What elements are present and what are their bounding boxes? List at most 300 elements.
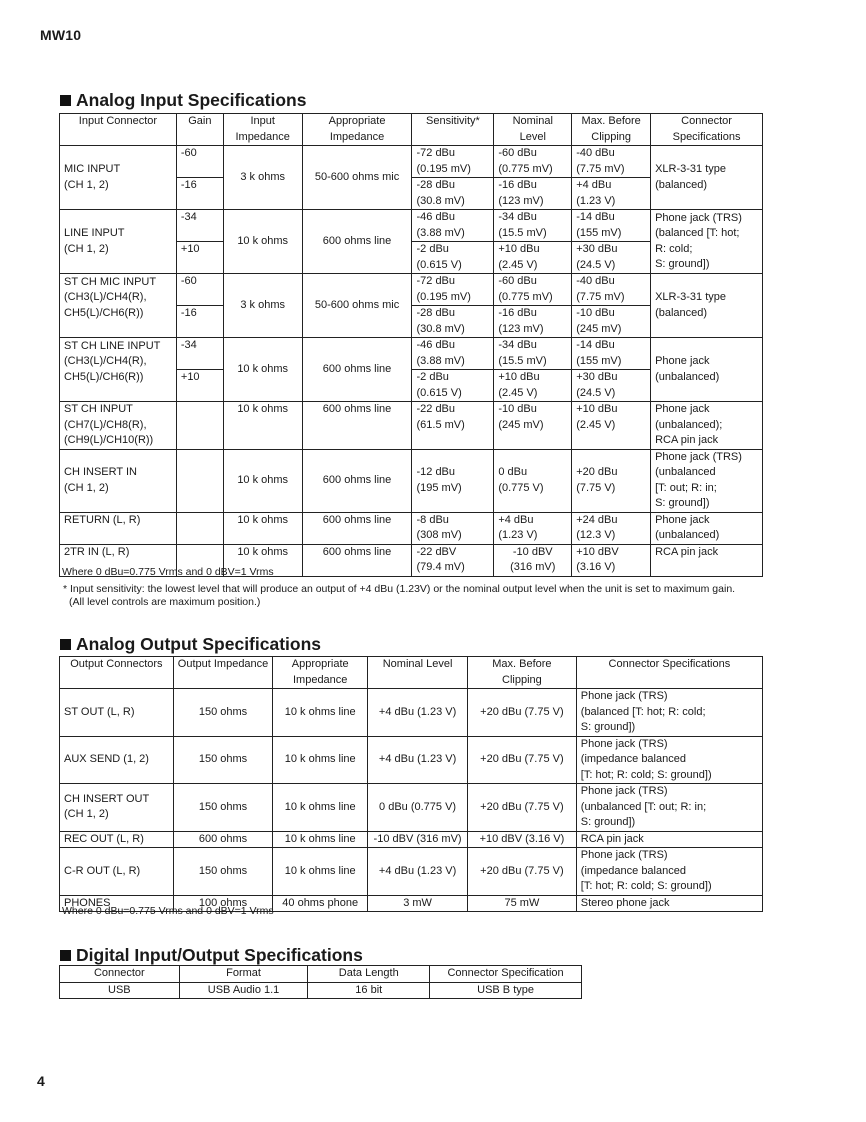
connector-spec bbox=[576, 784, 762, 832]
text-line: Nominal bbox=[512, 115, 553, 127]
digital-connector-spec: USB B type bbox=[430, 982, 582, 999]
text-line: Input bbox=[250, 115, 275, 127]
text-line: +10 dBV (3.16 V) bbox=[479, 832, 565, 845]
output-col-header bbox=[60, 657, 174, 689]
text-line: Level bbox=[519, 130, 546, 143]
text-line: (impedance balanced bbox=[580, 753, 686, 765]
connector-spec bbox=[651, 449, 763, 512]
text-line: -60 dBu bbox=[498, 275, 537, 287]
nominal-level bbox=[494, 178, 572, 210]
square-bullet-icon bbox=[60, 950, 71, 961]
text-line: 600 ohms bbox=[198, 832, 248, 845]
text-line: -16 dBu bbox=[498, 179, 537, 191]
max-before-clipping bbox=[468, 895, 577, 912]
output-impedance bbox=[173, 689, 273, 737]
text-line: 0 dBu (0.775 V) bbox=[379, 800, 457, 813]
text-line bbox=[655, 321, 758, 337]
connector-spec bbox=[576, 736, 762, 784]
sensitivity bbox=[412, 370, 494, 402]
text-line: 0 dBu bbox=[498, 466, 528, 478]
text-line: -10 dBu bbox=[498, 403, 537, 415]
text-line: 50-600 ohms mic bbox=[314, 170, 400, 183]
appropriate-impedance bbox=[273, 689, 368, 737]
text-line: (61.5 mV) bbox=[416, 418, 465, 431]
input-col-header bbox=[494, 114, 572, 146]
text-line: XLR-3-31 type bbox=[655, 291, 727, 303]
text-line: 50-600 ohms mic bbox=[314, 298, 400, 311]
digital-header-row bbox=[60, 966, 582, 983]
output-impedance bbox=[173, 831, 273, 848]
text-line: [T: out; R: in; bbox=[655, 481, 717, 494]
analog-input-reference-note: Where 0 dBu=0.775 Vrms and 0 dBV=1 Vrms bbox=[62, 566, 274, 578]
max-before-clipping bbox=[572, 512, 651, 544]
output-row bbox=[60, 848, 763, 896]
text-line: +20 dBu (7.75 V) bbox=[480, 705, 564, 718]
text-line: 600 ohms line bbox=[322, 362, 392, 375]
page-number: 4 bbox=[37, 1073, 45, 1089]
text-line: +20 dBu bbox=[576, 466, 618, 478]
text-line: 150 ohms bbox=[198, 705, 248, 718]
connector-spec bbox=[651, 338, 763, 402]
text-line: (2.45 V) bbox=[498, 258, 538, 271]
text-line: Nominal Level bbox=[382, 658, 453, 670]
text-line: +10 dBu bbox=[576, 403, 618, 415]
text-line: (2.45 V) bbox=[576, 418, 616, 431]
text-line: 10 k ohms line bbox=[284, 705, 356, 718]
input-row bbox=[60, 146, 763, 178]
text-line: Phone jack (TRS) bbox=[580, 849, 668, 861]
text-line: -2 dBu bbox=[416, 243, 449, 255]
connector-spec bbox=[651, 210, 763, 274]
text-line: Clipping bbox=[591, 130, 632, 143]
text-line: (316 mV) bbox=[510, 561, 556, 573]
digital-col-connector-spec: Connector Specification bbox=[430, 966, 582, 983]
output-col-header bbox=[173, 657, 273, 689]
text-line: ST CH INPUT bbox=[64, 403, 133, 415]
text-line: (0.775 V) bbox=[498, 481, 544, 494]
text-line: Clipping bbox=[502, 673, 542, 686]
text-line: +30 dBu bbox=[576, 371, 618, 383]
max-before-clipping bbox=[468, 689, 577, 737]
text-line: -72 dBu bbox=[416, 147, 456, 159]
sensitivity bbox=[412, 449, 494, 512]
text-line: (unbalanced); bbox=[655, 418, 723, 431]
text-line: (155 mV) bbox=[576, 354, 622, 367]
text-line bbox=[64, 211, 172, 227]
input-col-header bbox=[651, 114, 763, 146]
text-line: 3 k ohms bbox=[240, 170, 286, 183]
text-line: +4 dBu (1.23 V) bbox=[378, 705, 457, 718]
appropriate-impedance bbox=[273, 895, 368, 912]
input-connector bbox=[60, 210, 177, 274]
text-line: (245 mV) bbox=[576, 322, 622, 335]
nominal-level bbox=[368, 848, 468, 896]
text-line: (1.23 V) bbox=[498, 529, 538, 541]
input-gain bbox=[176, 306, 223, 338]
connector-spec bbox=[576, 831, 762, 848]
nominal-level bbox=[494, 146, 572, 178]
input-impedance bbox=[223, 512, 302, 544]
text-line: -16 bbox=[180, 179, 197, 191]
text-line: 600 ohms line bbox=[322, 513, 392, 526]
text-line: 100 ohms bbox=[198, 896, 248, 909]
nominal-level bbox=[494, 210, 572, 242]
sensitivity bbox=[412, 146, 494, 178]
nominal-level bbox=[368, 784, 468, 832]
max-before-clipping bbox=[572, 210, 651, 242]
text-line: +10 bbox=[180, 243, 200, 255]
output-col-header bbox=[576, 657, 762, 689]
max-before-clipping bbox=[572, 402, 651, 450]
text-line: +24 dBu bbox=[576, 513, 618, 526]
text-line: Phone jack (TRS) bbox=[580, 785, 668, 797]
model-header: MW10 bbox=[40, 27, 82, 43]
digital-io-title: Digital Input/Output Specifications bbox=[76, 945, 363, 965]
text-line: -34 dBu bbox=[498, 211, 537, 223]
connector-spec bbox=[576, 689, 762, 737]
max-before-clipping bbox=[572, 449, 651, 512]
text-line: (CH3(L)/CH4(R), bbox=[64, 291, 147, 303]
analog-output-reference-note: Where 0 dBu=0.775 Vrms and 0 dBV=1 Vrms bbox=[62, 905, 274, 917]
text-line: (155 mV) bbox=[576, 226, 622, 239]
text-line: Phone jack (TRS) bbox=[655, 450, 742, 463]
max-before-clipping bbox=[468, 848, 577, 896]
input-row bbox=[60, 274, 763, 306]
text-line: -34 dBu bbox=[498, 339, 537, 351]
connector-spec bbox=[651, 512, 763, 544]
connector-spec bbox=[651, 274, 763, 338]
text-line: 150 ohms bbox=[198, 864, 248, 877]
input-connector bbox=[60, 146, 177, 210]
square-bullet-icon bbox=[60, 95, 71, 106]
input-gain bbox=[176, 512, 223, 544]
nominal-level bbox=[494, 306, 572, 338]
text-line: (balanced [T: hot; bbox=[655, 227, 740, 239]
text-line: Phone jack (TRS) bbox=[655, 211, 742, 224]
connector-spec bbox=[576, 895, 762, 912]
text-line: 600 ohms line bbox=[322, 234, 392, 247]
digital-col-data-length: Data Length bbox=[308, 966, 430, 983]
text-line: 10 k ohms line bbox=[284, 800, 356, 813]
text-line: (15.5 mV) bbox=[498, 354, 547, 367]
text-line: -14 dBu bbox=[576, 211, 615, 223]
input-col-header bbox=[223, 114, 302, 146]
input-row bbox=[60, 512, 763, 544]
text-line: (195 mV) bbox=[416, 481, 462, 494]
text-line: -10 dBV bbox=[512, 545, 553, 558]
output-connector bbox=[60, 736, 174, 784]
output-connector bbox=[60, 689, 174, 737]
text-line: (1.23 V) bbox=[576, 194, 616, 207]
input-gain bbox=[176, 338, 223, 370]
text-line: (3.16 V) bbox=[576, 561, 616, 573]
appropriate-impedance bbox=[302, 338, 412, 402]
text-line: -72 dBu bbox=[416, 275, 456, 287]
output-impedance bbox=[173, 784, 273, 832]
input-connector bbox=[60, 512, 177, 544]
text-line: 3 mW bbox=[403, 896, 432, 909]
text-line bbox=[64, 193, 172, 209]
nominal-level bbox=[494, 274, 572, 306]
nominal-level bbox=[494, 338, 572, 370]
appropriate-impedance bbox=[302, 146, 412, 210]
digital-io-table bbox=[59, 965, 582, 999]
analog-output-table bbox=[59, 656, 763, 912]
input-connector bbox=[60, 338, 177, 402]
text-line: -16 bbox=[180, 307, 197, 319]
sensitivity bbox=[412, 544, 494, 576]
text-line: -12 dBu bbox=[416, 466, 456, 478]
text-line: REC OUT (L, R) bbox=[64, 832, 144, 845]
max-before-clipping bbox=[572, 242, 651, 274]
text-line: +10 dBu bbox=[498, 371, 540, 383]
text-line: Input Connector bbox=[78, 115, 158, 127]
text-line: +10 bbox=[180, 371, 200, 383]
output-connector bbox=[60, 784, 174, 832]
text-line: 10 k ohms bbox=[237, 403, 289, 415]
text-line: ST CH MIC INPUT bbox=[64, 275, 157, 288]
text-line: -14 dBu bbox=[576, 339, 615, 351]
text-line: (CH 1, 2) bbox=[64, 808, 109, 821]
text-line: (0.195 mV) bbox=[416, 290, 471, 303]
appropriate-impedance bbox=[273, 736, 368, 784]
digital-io-heading bbox=[60, 945, 363, 966]
text-line: Max. Before bbox=[581, 115, 641, 127]
text-line: +10 dBV bbox=[576, 545, 619, 558]
input-gain bbox=[176, 274, 223, 306]
text-line: +20 dBu (7.75 V) bbox=[480, 800, 564, 813]
input-col-header bbox=[572, 114, 651, 146]
output-impedance bbox=[173, 848, 273, 896]
connector-spec bbox=[651, 146, 763, 210]
output-row bbox=[60, 689, 763, 737]
digital-data-length: 16 bit bbox=[308, 982, 430, 999]
input-connector bbox=[60, 449, 177, 512]
max-before-clipping bbox=[468, 784, 577, 832]
text-line: Impedance bbox=[235, 130, 290, 143]
nominal-level bbox=[494, 512, 572, 544]
text-line: (0.775 mV) bbox=[498, 162, 553, 175]
text-line: Connector bbox=[681, 115, 732, 127]
appropriate-impedance bbox=[302, 512, 412, 544]
input-gain bbox=[176, 178, 223, 210]
nominal-level bbox=[368, 895, 468, 912]
input-gain bbox=[176, 146, 223, 178]
text-line: 2TR IN (L, R) bbox=[64, 545, 130, 558]
text-line: +10 dBu bbox=[498, 243, 540, 255]
text-line: (0.775 mV) bbox=[498, 290, 553, 303]
text-line: CH INSERT IN bbox=[64, 466, 137, 478]
text-line: -28 dBu bbox=[416, 307, 456, 319]
text-line: (308 mV) bbox=[416, 529, 462, 541]
text-line: -34 bbox=[180, 211, 197, 223]
appropriate-impedance bbox=[273, 784, 368, 832]
analog-output-heading bbox=[60, 634, 321, 655]
text-line: +4 dBu bbox=[576, 179, 612, 191]
text-line: (unbalanced) bbox=[655, 370, 720, 383]
appropriate-impedance bbox=[302, 274, 412, 338]
analog-input-title: Analog Input Specifications bbox=[76, 90, 307, 110]
digital-connector: USB bbox=[60, 982, 180, 999]
text-line: +30 dBu bbox=[576, 243, 618, 255]
max-before-clipping bbox=[572, 146, 651, 178]
text-line: (balanced [T: hot; R: cold; bbox=[580, 705, 706, 718]
connector-spec bbox=[651, 402, 763, 450]
square-bullet-icon bbox=[60, 639, 71, 650]
text-line: MIC INPUT bbox=[64, 163, 121, 175]
input-impedance bbox=[223, 146, 302, 210]
connector-spec bbox=[651, 544, 763, 576]
text-line: RCA pin jack bbox=[580, 832, 644, 845]
text-line: Max. Before bbox=[492, 658, 552, 670]
text-line: (0.615 V) bbox=[416, 386, 462, 399]
text-line: RETURN (L, R) bbox=[64, 513, 141, 526]
text-line: (CH7(L)/CH8(R), bbox=[64, 418, 147, 431]
input-col-header bbox=[60, 114, 177, 146]
output-col-header bbox=[273, 657, 368, 689]
sensitivity-footnote-2: (All level controls are maximum position.) bbox=[69, 596, 261, 608]
text-line: Phone jack bbox=[655, 403, 710, 415]
text-line: Impedance bbox=[292, 673, 348, 686]
text-line: 10 k ohms bbox=[237, 473, 289, 486]
text-line: (0.195 mV) bbox=[416, 162, 471, 175]
nominal-level bbox=[368, 736, 468, 784]
text-line: Connector Specifications bbox=[608, 658, 731, 670]
sensitivity bbox=[412, 338, 494, 370]
sensitivity bbox=[412, 402, 494, 450]
text-line: (balanced) bbox=[655, 178, 708, 191]
text-line: (unbalanced [T: out; R: in; bbox=[580, 800, 707, 813]
text-line: RCA pin jack bbox=[655, 545, 719, 558]
text-line: (3.88 mV) bbox=[416, 226, 465, 239]
text-line: PHONES bbox=[64, 896, 111, 909]
text-line: 600 ohms line bbox=[322, 473, 392, 486]
text-line: -40 dBu bbox=[576, 147, 615, 159]
text-line: S: ground]) bbox=[655, 258, 710, 270]
text-line: 150 ohms bbox=[198, 800, 248, 813]
text-line: (2.45 V) bbox=[498, 386, 538, 399]
input-row bbox=[60, 210, 763, 242]
text-line: Output Connectors bbox=[70, 658, 163, 670]
text-line: -8 dBu bbox=[416, 513, 449, 526]
sensitivity bbox=[412, 178, 494, 210]
sensitivity bbox=[412, 210, 494, 242]
text-line: (CH9(L)/CH10(R)) bbox=[64, 434, 154, 446]
input-row bbox=[60, 449, 763, 512]
output-row bbox=[60, 736, 763, 784]
nominal-level bbox=[494, 449, 572, 512]
text-line bbox=[655, 339, 758, 355]
text-line: XLR-3-31 type bbox=[655, 163, 727, 175]
text-line: (CH 1, 2) bbox=[64, 242, 109, 255]
text-line: -46 dBu bbox=[416, 339, 456, 351]
text-line: 3 k ohms bbox=[240, 298, 286, 311]
text-line: [T: hot; R: cold; S: ground]) bbox=[580, 880, 712, 892]
text-line: (CH 1, 2) bbox=[64, 178, 109, 191]
text-line: (unbalanced) bbox=[655, 529, 720, 541]
text-line: 10 k ohms line bbox=[284, 864, 356, 877]
text-line: Appropriate bbox=[328, 115, 386, 127]
max-before-clipping bbox=[572, 338, 651, 370]
text-line: (CH3(L)/CH4(R), bbox=[64, 355, 147, 367]
output-row bbox=[60, 784, 763, 832]
digital-col-format: Format bbox=[179, 966, 308, 983]
text-line: (79.4 mV) bbox=[416, 561, 465, 573]
text-line: Phone jack (TRS) bbox=[580, 737, 668, 750]
text-line: (30.8 mV) bbox=[416, 322, 465, 335]
input-col-header bbox=[176, 114, 223, 146]
text-line: (7.75 mV) bbox=[576, 162, 625, 175]
digital-col-connector: Connector bbox=[60, 966, 180, 983]
analog-output-title: Analog Output Specifications bbox=[76, 634, 322, 654]
text-line: -60 dBu bbox=[498, 147, 537, 159]
input-row bbox=[60, 338, 763, 370]
text-line: [T: hot; R: cold; S: ground]) bbox=[580, 768, 712, 781]
text-line bbox=[655, 275, 758, 291]
text-line: 10 k ohms line bbox=[284, 753, 356, 765]
text-line: Stereo phone jack bbox=[580, 896, 670, 909]
text-line: +4 dBu bbox=[498, 513, 534, 526]
input-col-header bbox=[302, 114, 412, 146]
text-line: 600 ohms line bbox=[322, 403, 392, 415]
text-line bbox=[64, 321, 172, 337]
input-col-header bbox=[412, 114, 494, 146]
input-header-row bbox=[60, 114, 763, 146]
input-gain bbox=[176, 242, 223, 274]
text-line: (123 mV) bbox=[498, 322, 544, 335]
appropriate-impedance bbox=[302, 402, 412, 450]
text-line: CH INSERT OUT bbox=[64, 792, 150, 805]
output-col-header bbox=[468, 657, 577, 689]
appropriate-impedance bbox=[302, 449, 412, 512]
input-row bbox=[60, 402, 763, 450]
input-gain bbox=[176, 370, 223, 402]
output-impedance bbox=[173, 736, 273, 784]
output-row bbox=[60, 831, 763, 848]
text-line: -28 dBu bbox=[416, 179, 456, 191]
text-line: (7.75 mV) bbox=[576, 290, 625, 303]
nominal-level bbox=[494, 242, 572, 274]
text-line: (123 mV) bbox=[498, 194, 544, 207]
text-line: 600 ohms line bbox=[322, 545, 392, 558]
text-line: (CH 1, 2) bbox=[64, 481, 109, 494]
text-line: -10 dBu bbox=[576, 307, 615, 319]
text-line: Appropriate bbox=[291, 658, 349, 670]
text-line: S: ground]) bbox=[580, 816, 636, 828]
text-line bbox=[64, 257, 172, 273]
appropriate-impedance bbox=[273, 848, 368, 896]
text-line: +20 dBu (7.75 V) bbox=[480, 753, 564, 765]
text-line bbox=[655, 193, 758, 209]
text-line: -40 dBu bbox=[576, 275, 615, 287]
text-line: 75 mW bbox=[504, 896, 540, 909]
max-before-clipping bbox=[572, 544, 651, 576]
text-line: CH5(L)/CH6(R)) bbox=[64, 306, 144, 319]
text-line: -60 bbox=[180, 275, 197, 287]
nominal-level bbox=[368, 689, 468, 737]
text-line: (15.5 mV) bbox=[498, 226, 547, 239]
text-line: R: cold; bbox=[655, 242, 693, 255]
text-line: AUX SEND (1, 2) bbox=[64, 753, 149, 765]
text-line: Impedance bbox=[329, 130, 385, 143]
text-line: -16 dBu bbox=[498, 307, 537, 319]
output-header-row bbox=[60, 657, 763, 689]
text-line: (balanced) bbox=[655, 306, 708, 319]
output-col-header bbox=[368, 657, 468, 689]
nominal-level bbox=[368, 831, 468, 848]
text-line: -34 bbox=[180, 339, 197, 351]
text-line bbox=[655, 385, 758, 401]
